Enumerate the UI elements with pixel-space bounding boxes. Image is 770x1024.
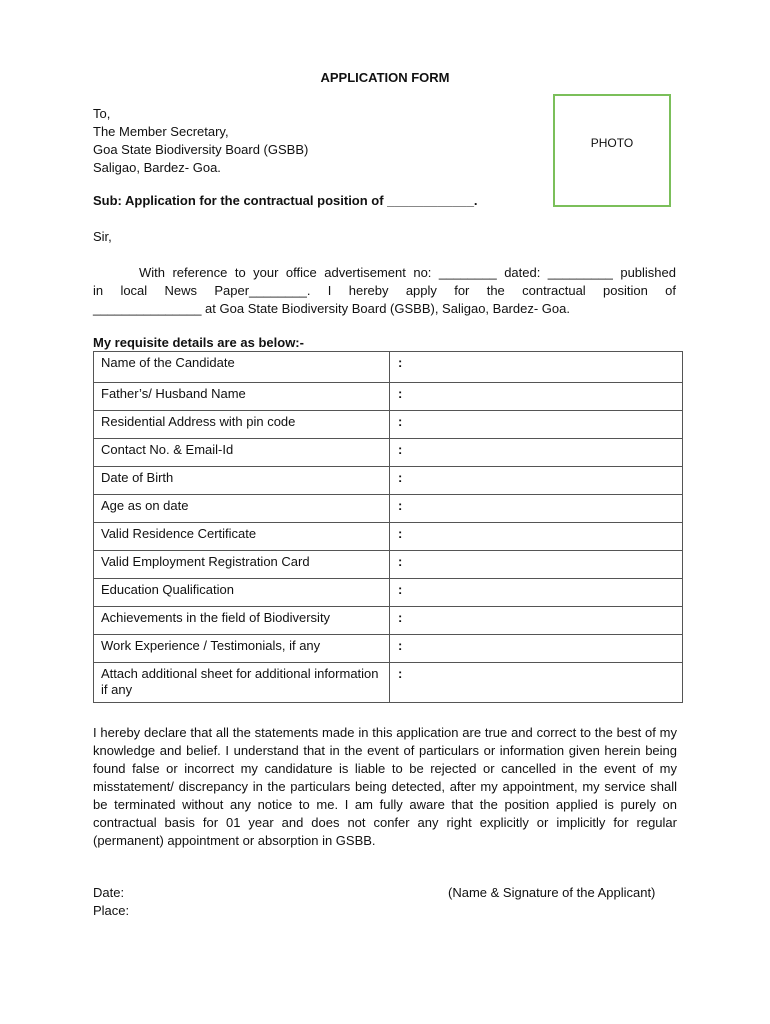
details-field-value[interactable]: : xyxy=(390,383,683,411)
place-label: Place: xyxy=(93,903,130,918)
date-label: Date: xyxy=(93,885,125,900)
reference-line-1-text: With reference to your office advertisement no: ________ dated: _________ published xyxy=(139,265,676,280)
details-field-value[interactable]: : xyxy=(390,352,683,383)
details-row xyxy=(94,607,683,635)
photo-box[interactable] xyxy=(553,94,671,207)
details-row xyxy=(94,352,683,383)
details-field-value[interactable]: : xyxy=(390,439,683,467)
addressee-line: The Member Secretary, xyxy=(93,124,229,139)
reference-line-2: in local News Paper________. I hereby apply for the contractual position of xyxy=(93,283,676,298)
photo-label: PHOTO xyxy=(590,136,634,150)
form-title: APPLICATION FORM xyxy=(320,70,450,85)
details-row xyxy=(94,467,683,495)
details-field-value[interactable]: : xyxy=(390,579,683,607)
details-field-label: Achievements in the field of Biodiversity xyxy=(94,607,390,635)
details-row xyxy=(94,663,683,703)
details-field-label: Contact No. & Email-Id xyxy=(94,439,390,467)
details-table xyxy=(93,351,683,703)
details-field-label: Valid Residence Certificate xyxy=(94,523,390,551)
details-field-value[interactable]: : xyxy=(390,663,683,703)
details-row xyxy=(94,635,683,663)
details-field-label: Father’s/ Husband Name xyxy=(94,383,390,411)
details-row xyxy=(94,439,683,467)
signature-label: (Name & Signature of the Applicant) xyxy=(448,885,656,900)
reference-line-3: _______________ at Goa State Biodiversity Board (GSBB), Saligao, Bardez- Goa. xyxy=(93,301,570,316)
details-field-label: Work Experience / Testimonials, if any xyxy=(94,635,390,663)
details-row xyxy=(94,579,683,607)
addressee-line: To, xyxy=(93,106,111,121)
details-row xyxy=(94,383,683,411)
details-row xyxy=(94,495,683,523)
details-field-value[interactable]: : xyxy=(390,523,683,551)
details-field-label: Attach additional sheet for additional information if any xyxy=(94,663,390,703)
details-field-label: Age as on date xyxy=(94,495,390,523)
reference-paragraph xyxy=(93,264,676,318)
details-field-value[interactable]: : xyxy=(390,607,683,635)
addressee-line: Goa State Biodiversity Board (GSBB) xyxy=(93,142,309,157)
details-row xyxy=(94,411,683,439)
subject-line: Sub: Application for the contractual position of ____________. xyxy=(93,193,478,208)
details-field-value[interactable]: : xyxy=(390,495,683,523)
salutation: Sir, xyxy=(93,229,112,244)
details-field-value[interactable]: : xyxy=(390,467,683,495)
details-heading: My requisite details are as below:- xyxy=(93,335,304,350)
details-row xyxy=(94,523,683,551)
details-field-label: Education Qualification xyxy=(94,579,390,607)
addressee-block xyxy=(93,105,308,177)
addressee-line: Saligao, Bardez- Goa. xyxy=(93,160,221,175)
details-row xyxy=(94,551,683,579)
details-field-value[interactable]: : xyxy=(390,551,683,579)
details-field-label: Valid Employment Registration Card xyxy=(94,551,390,579)
details-field-value[interactable]: : xyxy=(390,635,683,663)
details-field-label: Name of the Candidate xyxy=(94,352,390,383)
details-field-label: Residential Address with pin code xyxy=(94,411,390,439)
details-field-value[interactable]: : xyxy=(390,411,683,439)
reference-line-1 xyxy=(93,264,676,282)
declaration-paragraph: I hereby declare that all the statements made in this application are true and correct to the best of my knowledge and belief. I understand that in the event of particulars or information given herein being found false or incorrect my candidature is liable to be rejected or cancelled in the event of my misstatement/ discrepancy in the particulars being detected, after my appointment, my service shall be terminated without any notice to me. I am fully aware that the position applied is purely on contractual basis for 01 year and does not confer any right explicitly or implicitly for regular (permanent) appointment or absorption in GSBB. xyxy=(93,725,677,848)
details-field-label: Date of Birth xyxy=(94,467,390,495)
